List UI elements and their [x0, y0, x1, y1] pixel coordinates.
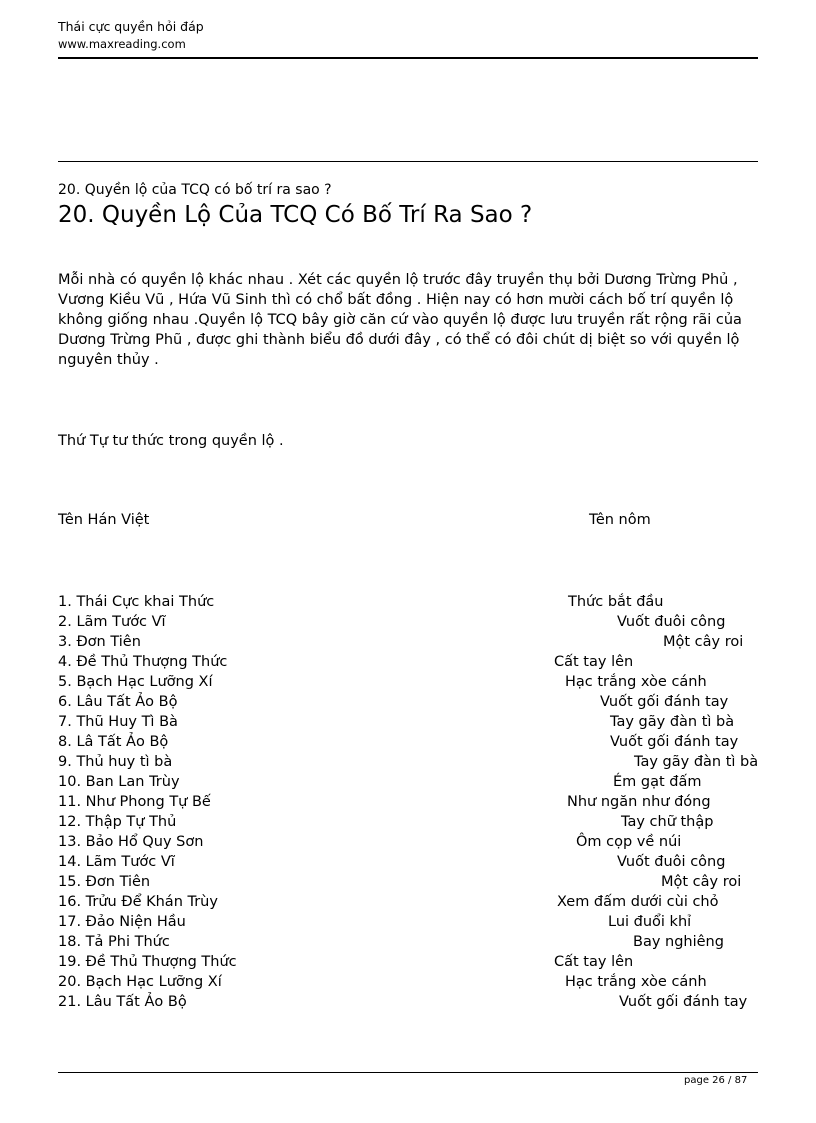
- header-title: Thái cực quyền hỏi đáp: [58, 19, 204, 34]
- paragraph-line: Vương Kiều Vũ , Hứa Vũ Sinh thì có chổ bất đồng . Hiện nay có hơn mười cách bố trí quyền lộ: [58, 292, 734, 308]
- han-viet-name: 15. Đơn Tiên: [58, 874, 151, 890]
- han-viet-name: 6. Lâu Tất Ảo Bộ: [58, 694, 178, 710]
- han-viet-name: 16. Trửu Để Khán Trùy: [58, 894, 218, 910]
- header-url[interactable]: www.maxreading.com: [58, 37, 186, 51]
- table-row: [0, 612, 816, 632]
- nom-name: Ém gạt đấm: [613, 774, 702, 790]
- table-row: [0, 932, 816, 952]
- intro-paragraph: [58, 270, 764, 370]
- nom-name: Tay gãy đàn tì bà: [610, 714, 735, 730]
- table-row: [0, 792, 816, 812]
- table-row: [0, 832, 816, 852]
- han-viet-name: 18. Tả Phi Thức: [58, 934, 170, 950]
- paragraph-line: nguyên thủy .: [58, 352, 159, 368]
- nom-name: Vuốt đuôi công: [617, 614, 726, 630]
- han-viet-name: 10. Ban Lan Trùy: [58, 774, 180, 790]
- header-divider: [58, 57, 758, 59]
- han-viet-name: 12. Thập Tự Thủ: [58, 814, 177, 830]
- table-row: [0, 972, 816, 992]
- han-viet-name: 20. Bạch Hạc Lưỡng Xí: [58, 974, 222, 990]
- han-viet-name: 14. Lãm Tước Vĩ: [58, 854, 175, 870]
- section-divider: [58, 161, 758, 162]
- han-viet-name: 4. Đề Thủ Thượng Thức: [58, 654, 228, 670]
- han-viet-name: 1. Thái Cực khai Thức: [58, 594, 215, 610]
- table-row: [0, 912, 816, 932]
- nom-name: Như ngăn như đóng: [567, 794, 711, 810]
- nom-name: Vuốt gối đánh tay: [600, 694, 729, 710]
- han-viet-name: 3. Đơn Tiên: [58, 634, 141, 650]
- column-header-han-viet: Tên Hán Việt: [58, 512, 150, 528]
- order-note: Thứ Tự tư thức trong quyền lộ .: [58, 433, 284, 449]
- nom-name: Vuốt gối đánh tay: [619, 994, 748, 1010]
- paragraph-line: không giống nhau .Quyền lộ TCQ bây giờ căn cứ vào quyền lộ được lưu truyền rất rộng rãi của: [58, 312, 742, 328]
- han-viet-name: 21. Lâu Tất Ảo Bộ: [58, 994, 187, 1010]
- table-row: [0, 772, 816, 792]
- han-viet-name: 7. Thũ Huy Tì Bà: [58, 714, 178, 730]
- han-viet-name: 2. Lãm Tước Vĩ: [58, 614, 166, 630]
- nom-name: Tay chữ thập: [621, 814, 714, 830]
- section-title: 20. Quyền Lộ Của TCQ Có Bố Trí Ra Sao ?: [58, 202, 533, 228]
- nom-name: Vuốt gối đánh tay: [610, 734, 739, 750]
- han-viet-name: 8. Lâ Tất Ảo Bộ: [58, 734, 169, 750]
- table-row: [0, 812, 816, 832]
- nom-name: Cất tay lên: [554, 954, 634, 970]
- paragraph-line: Dương Trừng Phũ , được ghi thành biểu đồ dưới đây , có thể có đôi chút dị biệt so với quyền lộ: [58, 332, 740, 348]
- page-number: page 26 / 87: [684, 1075, 748, 1086]
- column-header-nom: Tên nôm: [589, 512, 651, 528]
- table-row: [0, 632, 816, 652]
- table-row: [0, 692, 816, 712]
- table-row: [0, 592, 816, 612]
- table-row: [0, 652, 816, 672]
- han-viet-name: 13. Bảo Hổ Quy Sơn: [58, 834, 204, 850]
- han-viet-name: 9. Thủ huy tì bà: [58, 754, 173, 770]
- nom-name: Thức bắt đầu: [568, 594, 664, 610]
- table-row: [0, 892, 816, 912]
- paragraph-line: Mỗi nhà có quyền lộ khác nhau . Xét các quyền lộ trước đây truyền thụ bởi Dương Trừng Phủ ,: [58, 272, 738, 288]
- table-row: [0, 852, 816, 872]
- nom-name: Hạc trắng xòe cánh: [565, 974, 707, 990]
- han-viet-name: 5. Bạch Hạc Lưỡng Xí: [58, 674, 213, 690]
- nom-name: Một cây roi: [661, 874, 742, 890]
- section-small-title: 20. Quyền lộ của TCQ có bố trí ra sao ?: [58, 182, 332, 198]
- table-row: [0, 872, 816, 892]
- nom-name: Tay gãy đàn tì bà: [634, 754, 759, 770]
- table-row: [0, 992, 816, 1012]
- table-row: [0, 952, 816, 972]
- table-row: [0, 672, 816, 692]
- footer-divider: [58, 1072, 758, 1073]
- nom-name: Xem đấm dưới cùi chỏ: [557, 894, 719, 910]
- table-row: [0, 712, 816, 732]
- nom-name: Bay nghiêng: [633, 934, 724, 950]
- table-row: [0, 752, 816, 772]
- nom-name: Cất tay lên: [554, 654, 634, 670]
- nom-name: Lui đuổi khỉ: [608, 914, 692, 930]
- nom-name: Vuốt đuôi công: [617, 854, 726, 870]
- han-viet-name: 17. Đảo Niện Hầu: [58, 914, 186, 930]
- han-viet-name: 11. Như Phong Tự Bế: [58, 794, 211, 810]
- nom-name: Ôm cọp về núi: [576, 834, 682, 850]
- nom-name: Một cây roi: [663, 634, 744, 650]
- nom-name: Hạc trắng xòe cánh: [565, 674, 707, 690]
- han-viet-name: 19. Đề Thủ Thượng Thức: [58, 954, 237, 970]
- table-row: [0, 732, 816, 752]
